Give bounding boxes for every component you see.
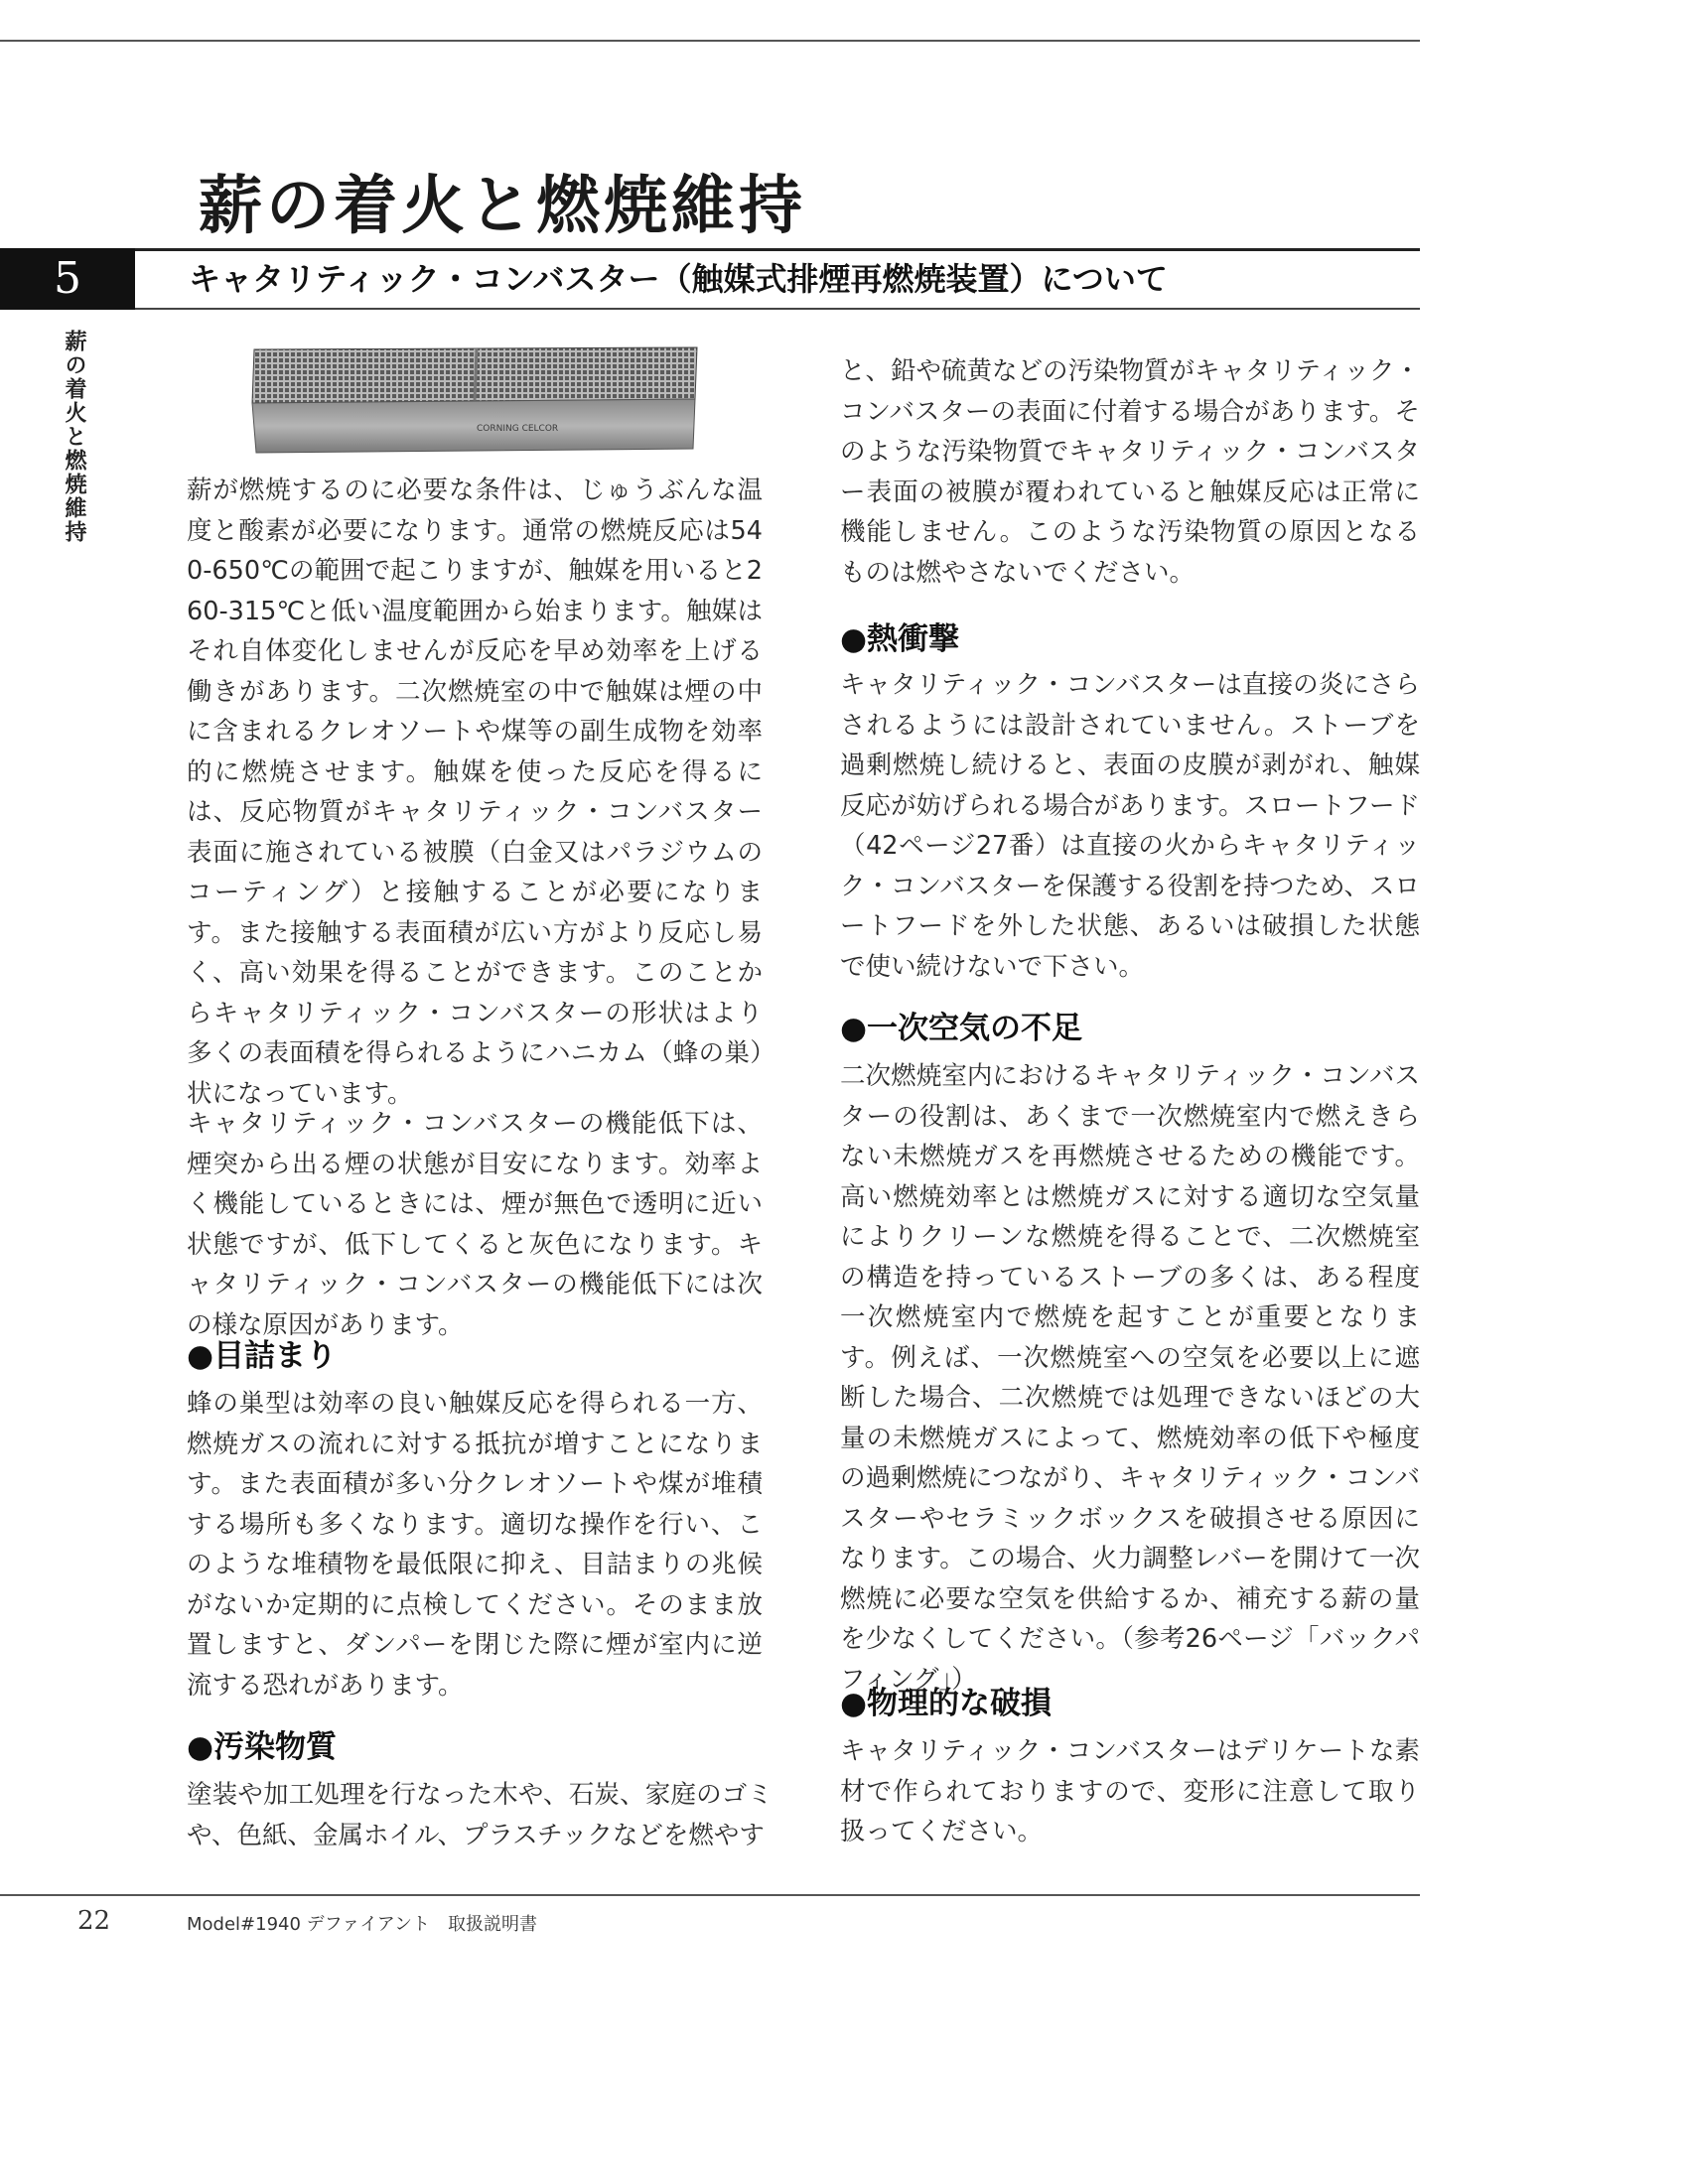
contaminant-heading: ●汚染物質 <box>187 1729 338 1765</box>
primary-air-paragraph: 二次燃焼室内におけるキャタリティック・コンバスターの役割は、あくまで一次燃焼室内で燃えきらない未燃焼ガスを再燃焼させるための機能です。高い燃焼効率とは燃焼ガスに対する適切な空気量によりクリーンな燃焼を得ることで、二次燃焼室の構造を持っているストーブの多くは、ある程度一次燃焼室内で燃焼を起すことが重要となります。例えば、一次燃焼室への空気を必要以上に遮断した場合、二次燃焼では処理できないほどの大量の未燃焼ガスによって、燃焼効率の低下や極度の過剰燃焼につながり、キャタリティック・コンバスターやセラミックボックスを破損させる原因になります。この場合、火力調整レバーを開けて一次燃焼に必要な空気を供給するか、補充する薪の量を少なくしてください。（参考26ページ「バックパフィング」） <box>840 1061 1420 1695</box>
section-title: キャタリティック・コンバスター（触媒式排煙再燃焼装置）について <box>189 260 1168 298</box>
clogging-heading: ●目詰まり <box>187 1338 338 1374</box>
thermal-shock-heading: ●熱衝撃 <box>840 621 960 657</box>
side-chapter-tab: 薪の着火と燃焼維持 <box>62 330 87 544</box>
contaminant-continued-paragraph: と、鉛や硫黄などの汚染物質がキャタリティック・コンバスターの表面に付着する場合があります。そのような汚染物質でキャタリティック・コンバスター表面の被膜が覆われていると触媒反応は正常に機能しません。このような汚染物質の原因となるものは燃やさないでください。 <box>840 356 1420 588</box>
decline-paragraph: キャタリティック・コンバスターの機能低下は、煙突から出る煙の状態が目安になります。効率よく機能しているときには、煙が無色で透明に近い状態ですが、低下してくると灰色になります。キャタリティック・コンバスターの機能低下には次の様な原因があります。 <box>187 1109 763 1340</box>
physical-damage-heading: ●物理的な破損 <box>840 1686 1053 1721</box>
clogging-paragraph: 蜂の巣型は効率の良い触媒反応を得られる一方、燃焼ガスの流れに対する抵抗が増すことになります。また表面積が多い分クレオソートや煤が堆積する場所も多くなります。適切な操作を行い、このような堆積物を最低限に抑え、目詰まりの兆候がないか定期的に点検してください。そのまま放置しますと、ダンパーを閉じた際に煙が室内に逆流する恐れがあります。 <box>187 1389 763 1701</box>
contaminant-paragraph: 塗装や加工処理を行なった木や、石炭、家庭のゴミや、色紙、金属ホイル、プラスチックなどを燃やす <box>187 1780 773 1850</box>
primary-air-heading: ●一次空気の不足 <box>840 1011 1083 1046</box>
page-number: 22 <box>77 1906 111 1936</box>
bottom-rule <box>0 1894 1420 1896</box>
section-top-rule <box>135 248 1420 251</box>
thermal-shock-paragraph: キャタリティック・コンバスターは直接の炎にさらされるようには設計されていません。ストーブを過剰燃焼し続けると、表面の皮膜が剥がれ、触媒反応が妨げられる場合があります。スロートフード（42ページ27番）は直接の火からキャタリティック・コンバスターを保護する役割を持つため、スロートフードを外した状態、あるいは破損した状態で使い続けないで下さい。 <box>840 670 1420 982</box>
section-bottom-rule <box>135 308 1420 310</box>
photo-engraving: CORNING CELCOR <box>477 424 559 434</box>
section-header <box>0 248 1420 310</box>
catalytic-combustor-photo <box>248 345 701 455</box>
manual-title: Model#1940 デファイアント 取扱説明書 <box>187 1914 538 1935</box>
intro-paragraph: 薪が燃焼するのに必要な条件は、じゅうぶんな温度と酸素が必要になります。通常の燃焼反応は540-650℃の範囲で起こりますが、触媒を用いると260-315℃と低い温度範囲から始まります。触媒はそれ自体変化しませんが反応を早め効率を上げる働きがあります。二次燃焼室の中で触媒は煙の中に含まれるクレオソートや煤等の副生成物を効率的に燃焼させます。触媒を使った反応を得るには、反応物質がキャタリティック・コンバスター表面に施されている被膜（白金又はパラジウムのコーティング）と接触することが必要になります。また接触する表面積が広い方がより反応し易く、高い効果を得ることができます。このことからキャタリティック・コンバスターの形状はより多くの表面積を得られるようにハニカム（蜂の巣）状になっています。 <box>187 476 763 1109</box>
section-number: 5 <box>0 248 135 310</box>
top-rule <box>0 40 1420 42</box>
physical-damage-paragraph: キャタリティック・コンバスターはデリケートな素材で作られておりますので、変形に注意して取り扱ってください。 <box>840 1736 1420 1846</box>
page-title: 薪の着火と燃焼維持 <box>199 169 806 243</box>
